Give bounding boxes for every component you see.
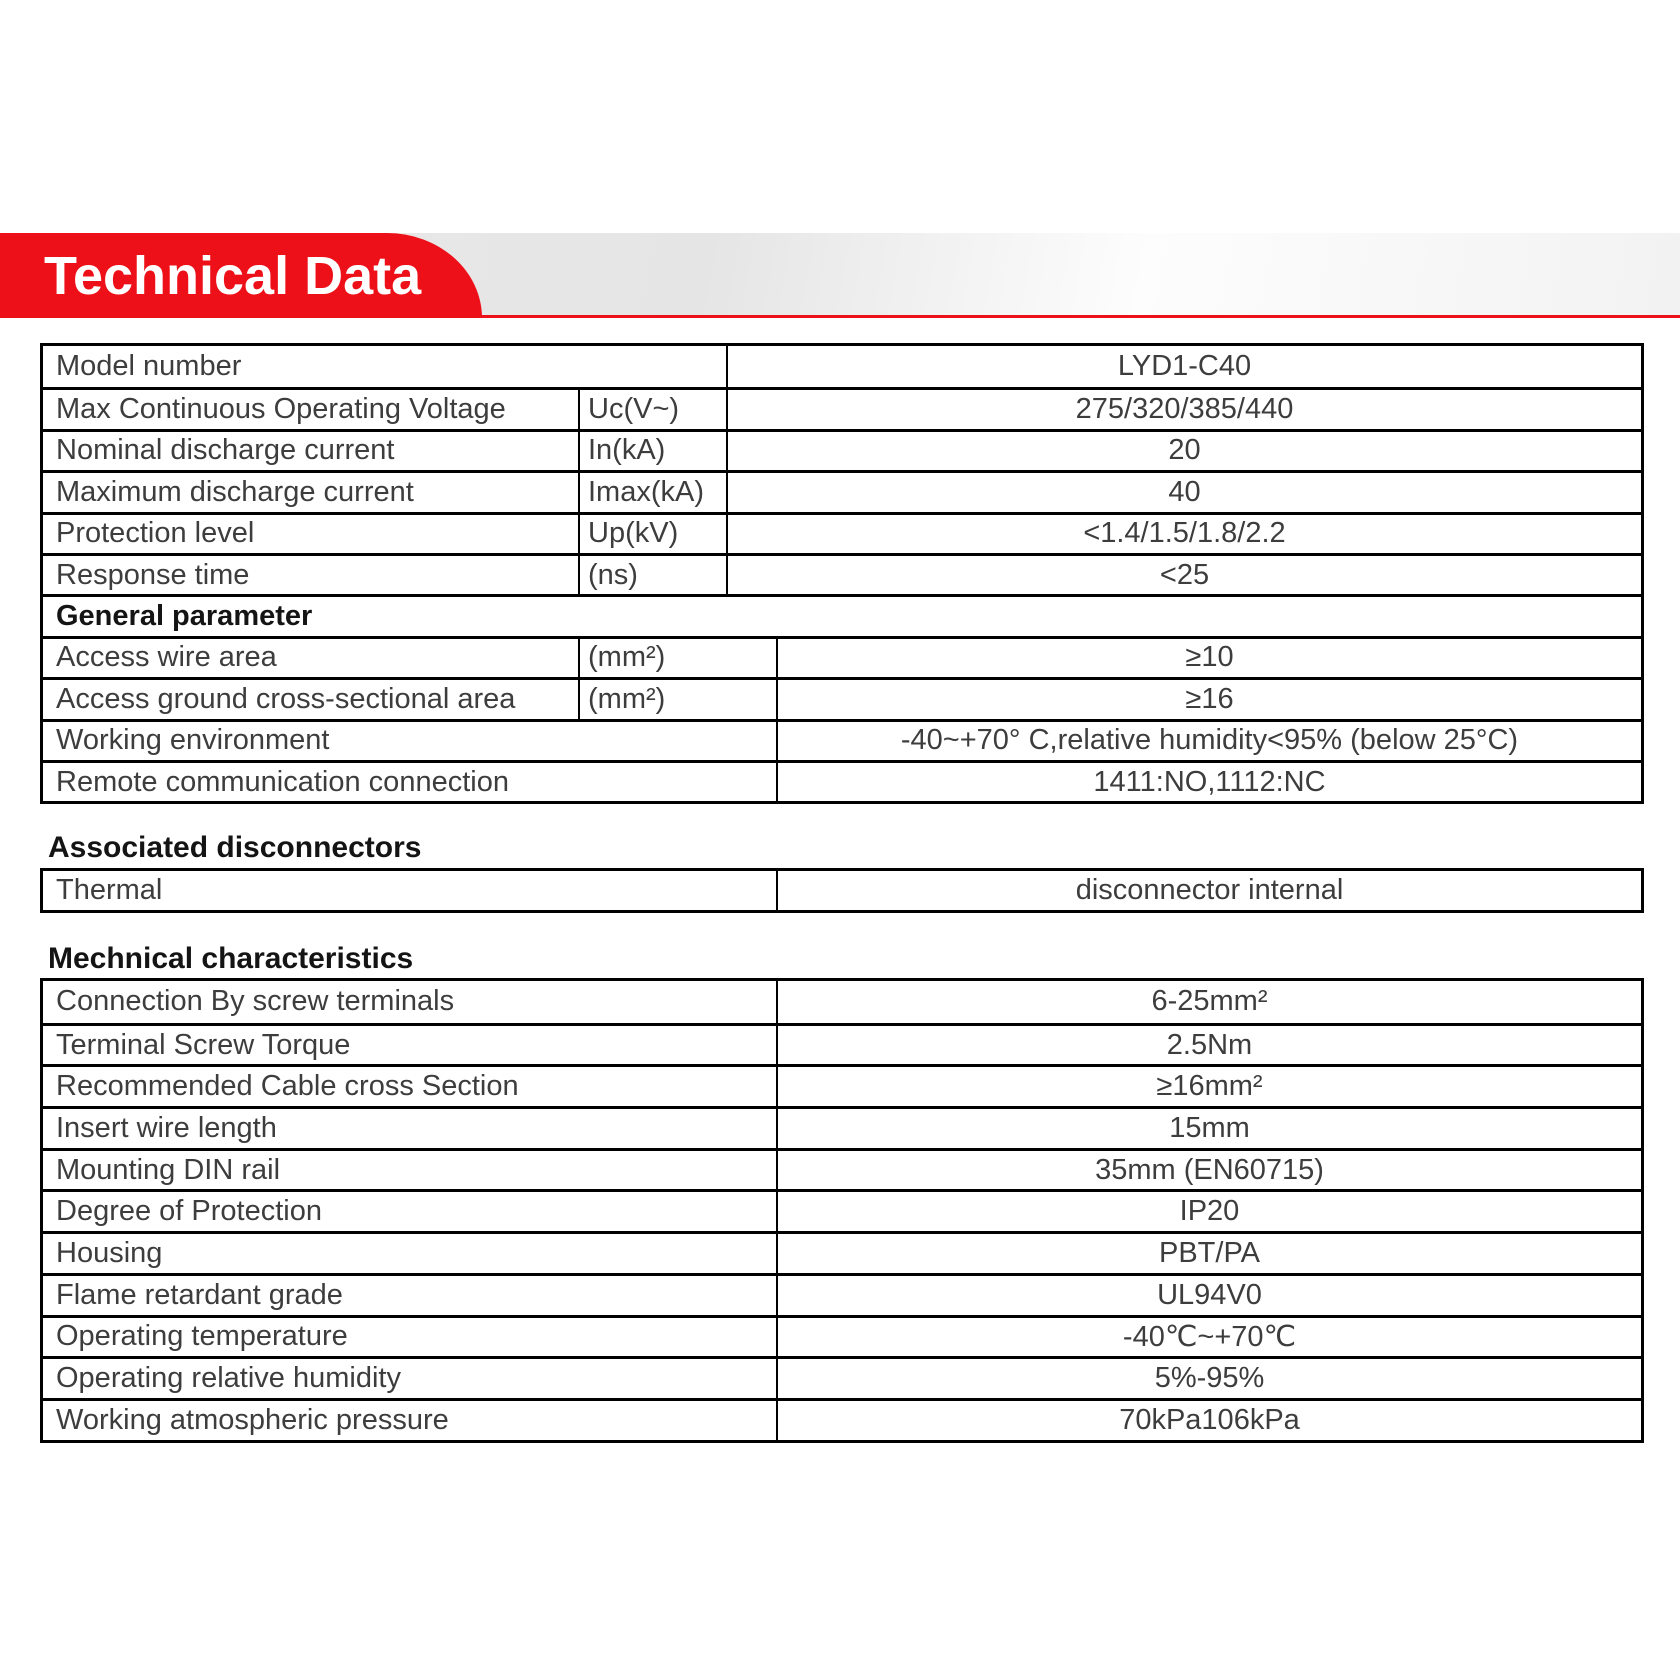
row-label: Working atmospheric pressure bbox=[43, 1401, 778, 1440]
table-row bbox=[43, 553, 1641, 594]
table-row bbox=[43, 677, 1641, 718]
table-row bbox=[43, 1231, 1641, 1273]
table-row bbox=[43, 387, 1641, 428]
table-row bbox=[43, 719, 1641, 760]
row-label: Recommended Cable cross Section bbox=[43, 1067, 778, 1106]
table-row bbox=[43, 429, 1641, 470]
row-value: ≥16 bbox=[1185, 682, 1234, 715]
row-label: Terminal Screw Torque bbox=[43, 1026, 778, 1065]
row-label: Access wire area bbox=[43, 639, 580, 677]
row-label: Insert wire length bbox=[43, 1109, 778, 1148]
table-row bbox=[43, 470, 1641, 511]
row-value: disconnector internal bbox=[1075, 874, 1344, 906]
row-label: Maximum discharge current bbox=[43, 473, 580, 511]
row-label: Max Continuous Operating Voltage bbox=[43, 390, 580, 428]
table-row bbox=[43, 1356, 1641, 1398]
table-row bbox=[43, 1189, 1641, 1231]
table-row bbox=[43, 1106, 1641, 1148]
section-header-label: General parameter bbox=[56, 600, 313, 633]
row-value: 275/320/385/440 bbox=[1075, 393, 1294, 426]
row-unit: (mm²) bbox=[580, 680, 778, 718]
table-row bbox=[43, 1148, 1641, 1190]
row-value: 20 bbox=[1168, 434, 1201, 467]
row-label: Response time bbox=[43, 556, 580, 594]
table-row bbox=[43, 636, 1641, 677]
row-value: 35mm (EN60715) bbox=[1095, 1153, 1324, 1186]
row-value: 5%-95% bbox=[1154, 1362, 1265, 1395]
table-row bbox=[43, 1064, 1641, 1106]
row-value: UL94V0 bbox=[1157, 1278, 1262, 1311]
table-row bbox=[43, 1398, 1641, 1440]
row-value: LYD1-C40 bbox=[1117, 350, 1252, 383]
row-label: Connection By screw terminals bbox=[43, 981, 778, 1023]
row-label: Degree of Protection bbox=[43, 1192, 778, 1231]
row-unit: Up(kV) bbox=[580, 515, 728, 553]
section-heading-mechanical: Mechnical characteristics bbox=[48, 942, 414, 975]
row-value: <25 bbox=[1159, 558, 1210, 591]
row-value: 6-25mm² bbox=[1151, 985, 1268, 1018]
row-value: 40 bbox=[1168, 475, 1201, 508]
row-label: Housing bbox=[43, 1234, 778, 1273]
row-value: ≥16mm² bbox=[1156, 1070, 1263, 1103]
row-value: -40~+70° C,relative humidity<95% (below 25°C) bbox=[900, 724, 1519, 757]
row-unit: In(kA) bbox=[580, 432, 728, 470]
mechanical-table bbox=[40, 978, 1644, 1443]
row-value: <1.4/1.5/1.8/2.2 bbox=[1083, 517, 1286, 550]
row-value: 70kPa106kPa bbox=[1119, 1403, 1300, 1436]
row-label: Remote communication connection bbox=[43, 763, 778, 801]
row-label: Thermal bbox=[43, 871, 778, 910]
row-label: Access ground cross-sectional area bbox=[43, 680, 580, 718]
row-value: -40℃~+70℃ bbox=[1122, 1321, 1297, 1354]
section-header-row bbox=[43, 594, 1641, 635]
row-value: PBT/PA bbox=[1159, 1236, 1260, 1269]
header-banner bbox=[0, 233, 1680, 318]
row-label: Model number bbox=[43, 346, 728, 387]
row-unit: Uc(V~) bbox=[580, 390, 728, 428]
row-value: 2.5Nm bbox=[1166, 1028, 1253, 1061]
row-label: Protection level bbox=[43, 515, 580, 553]
row-label: Operating relative humidity bbox=[43, 1359, 778, 1398]
table-row bbox=[43, 346, 1641, 387]
row-unit: (ns) bbox=[580, 556, 728, 594]
row-value: IP20 bbox=[1179, 1195, 1240, 1228]
row-value: 15mm bbox=[1169, 1111, 1250, 1144]
table-row bbox=[43, 760, 1641, 801]
row-label: Working environment bbox=[43, 722, 778, 760]
spec-table bbox=[40, 343, 1644, 804]
row-value: 1411:NO,1112:NC bbox=[1093, 765, 1326, 798]
page-title: Technical Data bbox=[44, 245, 422, 306]
table-row bbox=[43, 512, 1641, 553]
row-label: Operating temperature bbox=[43, 1318, 778, 1357]
row-label: Nominal discharge current bbox=[43, 432, 580, 470]
row-label: Mounting DIN rail bbox=[43, 1151, 778, 1190]
row-value: ≥10 bbox=[1185, 641, 1234, 674]
table-row bbox=[43, 1273, 1641, 1315]
row-unit: (mm²) bbox=[580, 639, 778, 677]
banner-accent-shape bbox=[0, 233, 482, 318]
associated-table bbox=[40, 868, 1644, 913]
table-row bbox=[43, 981, 1641, 1023]
row-unit: Imax(kA) bbox=[580, 473, 728, 511]
section-heading-associated: Associated disconnectors bbox=[48, 831, 422, 864]
table-row bbox=[43, 1023, 1641, 1065]
table-row bbox=[43, 1315, 1641, 1357]
table-row bbox=[43, 871, 1641, 910]
row-label: Flame retardant grade bbox=[43, 1276, 778, 1315]
